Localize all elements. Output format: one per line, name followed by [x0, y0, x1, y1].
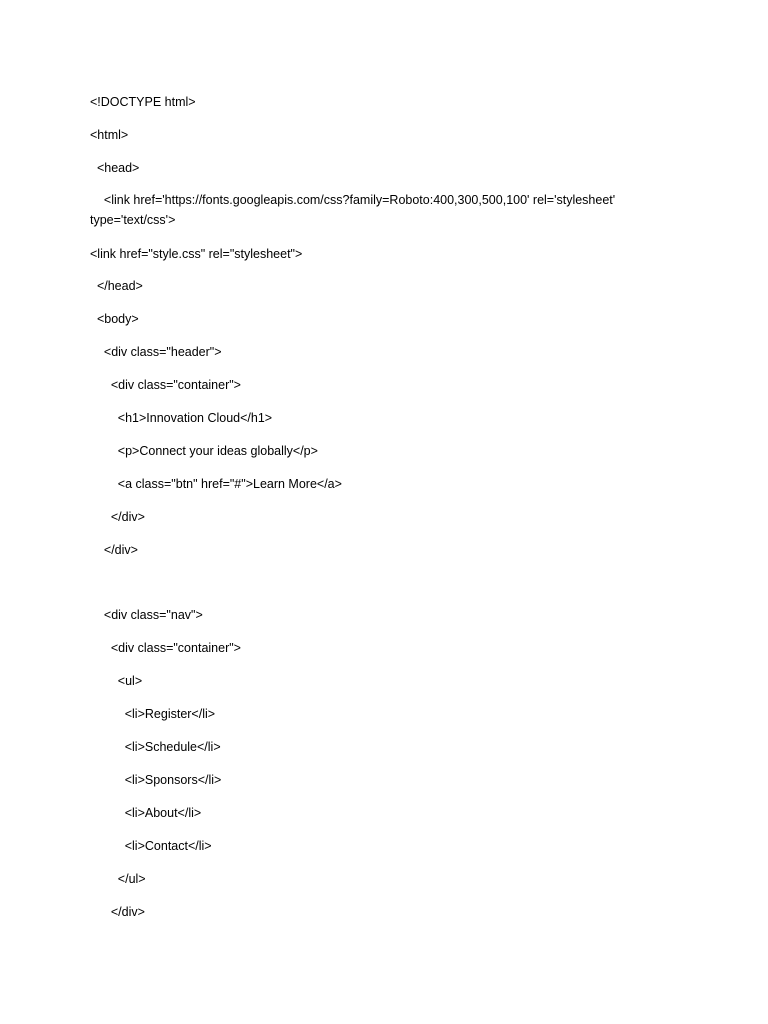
code-line-container-div: <div class="container"> — [90, 378, 241, 392]
code-line-li-schedule: <li>Schedule</li> — [90, 740, 221, 754]
code-line-html-open: <html> — [90, 128, 129, 142]
code-line-head-close: </head> — [90, 279, 143, 293]
code-line-head-open: <head> — [90, 161, 140, 175]
code-line-font-link: <link href='https://fonts.googleapis.com/css?family=Roboto:400,300,500,100' rel='stylesheet' type='text/css'> — [90, 193, 616, 227]
code-line-ul-close: </ul> — [90, 872, 146, 886]
code-line-nav-container: <div class="container"> — [90, 641, 241, 655]
code-line-li-register: <li>Register</li> — [90, 707, 216, 721]
code-line-p: <p>Connect your ideas globally</p> — [90, 444, 318, 458]
code-line-li-contact: <li>Contact</li> — [90, 839, 212, 853]
code-line-body-open: <body> — [90, 312, 139, 326]
code-line-header-div: <div class="header"> — [90, 345, 222, 359]
code-line-doctype: <!DOCTYPE html> — [90, 95, 196, 109]
code-line-style-link: <link href="style.css" rel="stylesheet"> — [90, 247, 303, 261]
code-line-a-btn: <a class="btn" href="#">Learn More</a> — [90, 477, 342, 491]
code-line-li-about: <li>About</li> — [90, 806, 202, 820]
code-line-container-close: </div> — [90, 510, 145, 524]
code-line-ul-open: <ul> — [90, 674, 143, 688]
code-line-h1: <h1>Innovation Cloud</h1> — [90, 411, 273, 425]
code-line-header-close: </div> — [90, 543, 138, 557]
code-line-nav-container-close: </div> — [90, 905, 145, 919]
code-line-li-sponsors: <li>Sponsors</li> — [90, 773, 222, 787]
code-line-nav-div: <div class="nav"> — [90, 608, 203, 622]
